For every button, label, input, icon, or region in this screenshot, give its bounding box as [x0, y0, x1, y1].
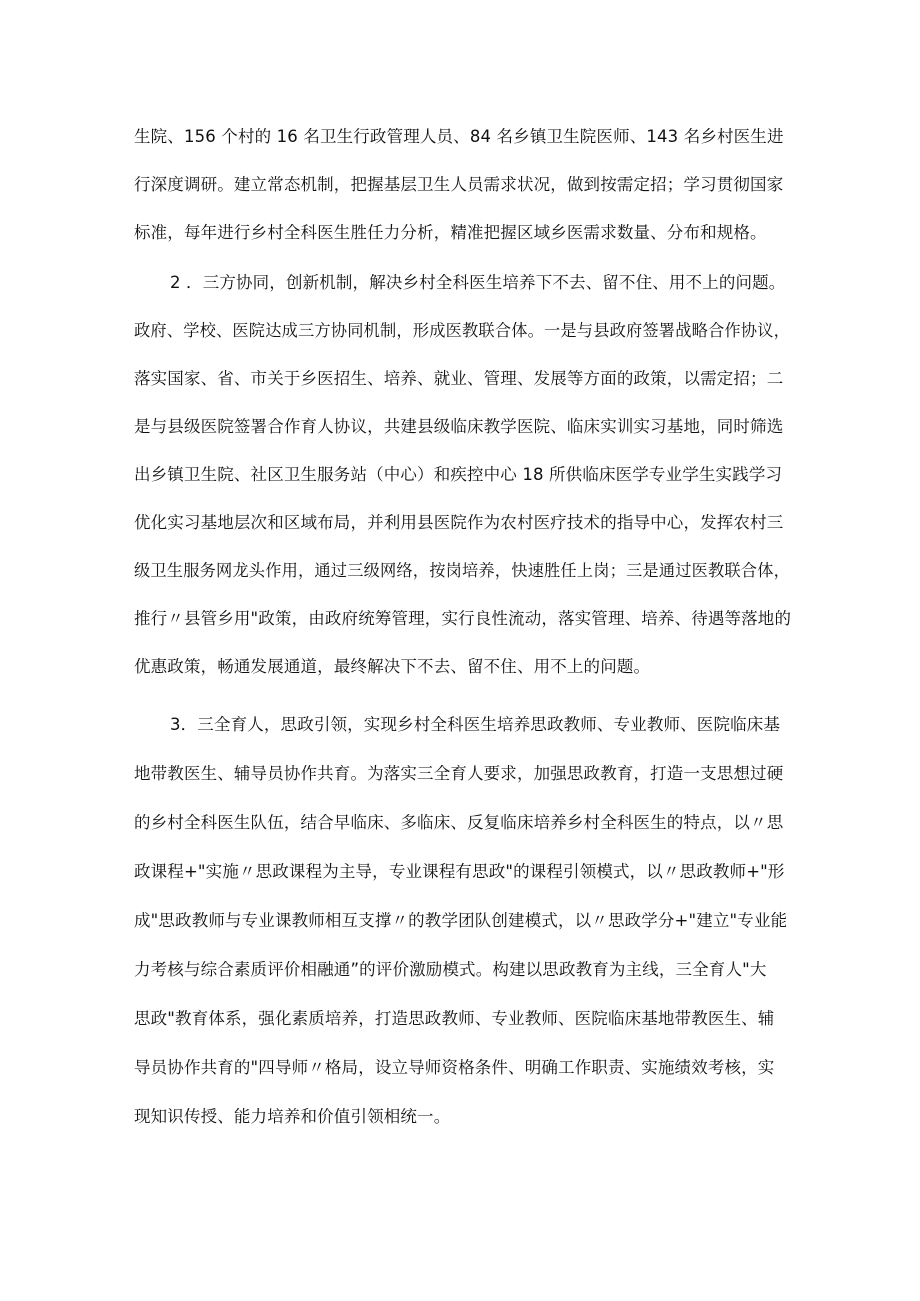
p2-line-5: 出乡镇卫生院、社区卫生服务站（中心）和疾控中心 18 所供临床医学专业学生实践学习	[134, 465, 783, 484]
p3-line-7: 思政"教育体系，强化素质培养，打造思政教师、专业教师、医院临床基地带教医生、辅	[134, 1009, 775, 1028]
p3-line-5: 成"思政教师与专业课教师相互支撑〃的教学团队创建模式，以〃思政学分+"建立"专业能	[134, 911, 788, 930]
p1-line-3: 标准，每年进行乡村全科医生胜任力分析，精准把握区域乡医需求数量、分布和规格。	[134, 223, 767, 242]
p2-line-9: 优惠政策，畅通发展通道，最终解决下不去、留不住、用不上的问题。	[134, 657, 651, 676]
p1-line-2: 行深度调研。建立常态机制，把握基层卫生人员需求状况，做到按需定招；学习贯彻国家	[134, 175, 784, 194]
p3-line-3: 的乡村全科医生队伍，结合早临床、多临床、反复临床培养乡村全科医生的特点，以〃思	[134, 813, 784, 832]
p3-line-2: 地带教医生、辅导员协作共育。为落实三全育人要求，加强思政教育，打造一支思想过硬	[134, 764, 784, 783]
p3-line-8: 导员协作共育的"四导师〃格局，设立导师资格条件、明确工作职责、实施绩效考核，实	[134, 1058, 775, 1077]
p2-line-1: 2 ．三方协同，创新机制，解决乡村全科医生培养下不去、留不住、用不上的问题。	[170, 273, 786, 292]
p3-line-9: 现知识传授、能力培养和价值引领相统一。	[134, 1107, 451, 1126]
p3-line-4: 政课程+"实施〃思政课程为主导，专业课程有思政"的课程引领模式，以〃思政教师+"形	[134, 862, 785, 881]
p1-line-1: 生院、156 个村的 16 名卫生行政管理人员、84 名乡镇卫生院医师、143 名乡村医生进	[134, 127, 784, 146]
p3-line-1: 3．三全育人，思政引领，实现乡村全科医生培养思政教师、专业教师、医院临床基	[170, 715, 781, 734]
p2-line-6: 优化实习基地层次和区域布局，并利用县医院作为农村医疗技术的指导中心，发挥农村三	[134, 513, 784, 532]
p2-line-7: 级卫生服务网龙头作用，通过三级网络，按岗培养，快速胜任上岗；三是通过医教联合体，	[134, 561, 790, 580]
p2-line-3: 落实国家、省、市关于乡医招生、培养、就业、管理、发展等方面的政策，以需定招；二	[134, 369, 784, 388]
p3-line-6: 力考核与综合素质评价相融通”的评价激励模式。构建以思政教育为主线，三全育人"大	[134, 960, 767, 979]
p2-line-8: 推行〃县管乡用"政策，由政府统筹管理，实行良性流动，落实管理、培养、待遇等落地的	[134, 609, 792, 628]
p2-line-2: 政府、学校、医院达成三方协同机制，形成医教联合体。一是与县政府签署战略合作协议，	[134, 321, 790, 340]
p2-line-4: 是与县级医院签署合作育人协议，共建县级临床教学医院、临床实训实习基地，同时筛选	[134, 417, 784, 436]
